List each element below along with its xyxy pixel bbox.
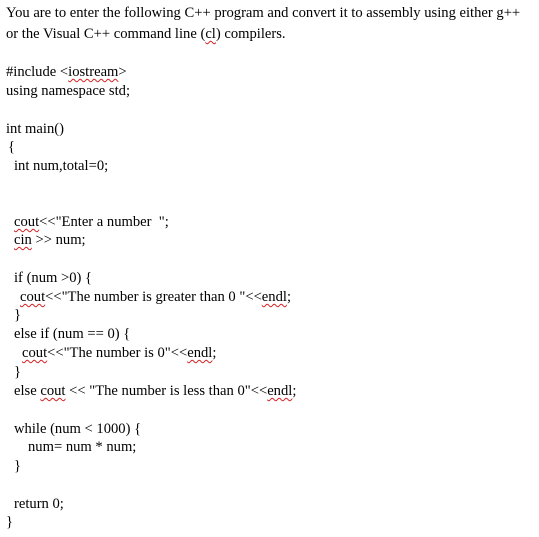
code-text: << "The number is less than 0"<<: [65, 383, 268, 399]
code-line-if: [14, 269, 92, 287]
code-text: using namespace std;: [6, 83, 131, 99]
code-text: int main(): [6, 121, 64, 137]
code-text-squiggle: cout: [40, 383, 66, 399]
code-text-squiggle: endl: [187, 345, 213, 361]
code-text-squiggle: endl: [267, 383, 293, 399]
code-text: }: [14, 307, 22, 323]
code-text: ;: [286, 289, 291, 305]
code-line-close-else-if: [14, 363, 21, 381]
code-text: num= num * num;: [28, 439, 137, 455]
intro-line-2: [6, 25, 286, 43]
code-text: else if (num == 0) {: [14, 326, 131, 342]
code-text: }: [14, 458, 22, 474]
code-line-open-brace: [8, 138, 15, 156]
code-line-while: [14, 420, 141, 438]
code-text: {: [8, 139, 16, 155]
code-text-squiggle: cout: [20, 289, 46, 305]
code-text: <<"Enter a number ";: [39, 214, 169, 230]
code-line-cout-prompt: [14, 213, 169, 231]
code-text: return 0;: [14, 496, 64, 512]
code-text: #include <: [6, 64, 69, 80]
code-text: ;: [212, 345, 217, 361]
code-text-squiggle: iostream: [68, 64, 119, 80]
code-text: if (num >0) {: [14, 270, 93, 286]
code-line-close-while: [14, 457, 21, 475]
code-text-squiggle: cout: [22, 345, 48, 361]
intro-line-1: [6, 4, 520, 22]
code-line-include: [6, 63, 127, 81]
intro-text-2a: or the Visual C++ command line (: [6, 26, 206, 42]
code-text: ;: [292, 383, 297, 399]
code-text-squiggle: cout: [14, 214, 40, 230]
code-text: }: [14, 364, 22, 380]
code-line-main: [6, 120, 64, 138]
code-text: >> num;: [31, 232, 86, 248]
code-line-return: [14, 495, 64, 513]
intro-text-1: You are to enter the following C++ program and convert it to assembly using either g++: [6, 5, 521, 21]
code-text: >: [118, 64, 127, 80]
code-line-square: [28, 438, 136, 456]
code-line-using: [6, 82, 130, 100]
code-text: while (num < 1000) {: [14, 421, 142, 437]
code-line-cin: [14, 231, 86, 249]
code-text: }: [6, 514, 14, 530]
code-line-else-if: [14, 325, 130, 343]
code-line-cout-zero: [22, 344, 216, 362]
code-text: <<"The number is greater than 0 "<<: [45, 289, 262, 305]
code-line-cout-greater: [20, 288, 291, 306]
code-line-else: [14, 382, 296, 400]
code-text-squiggle: cin: [14, 232, 32, 248]
code-text-squiggle: endl: [261, 289, 287, 305]
code-text: <<"The number is 0"<<: [47, 345, 188, 361]
code-text: int num,total=0;: [14, 158, 109, 174]
code-line-decl: [14, 157, 108, 175]
code-line-close-if: [14, 306, 21, 324]
code-line-close-main: [6, 513, 13, 531]
intro-text-2c: ) compilers.: [215, 26, 286, 42]
intro-text-2b: cl: [205, 26, 216, 42]
code-text: else: [14, 383, 41, 399]
